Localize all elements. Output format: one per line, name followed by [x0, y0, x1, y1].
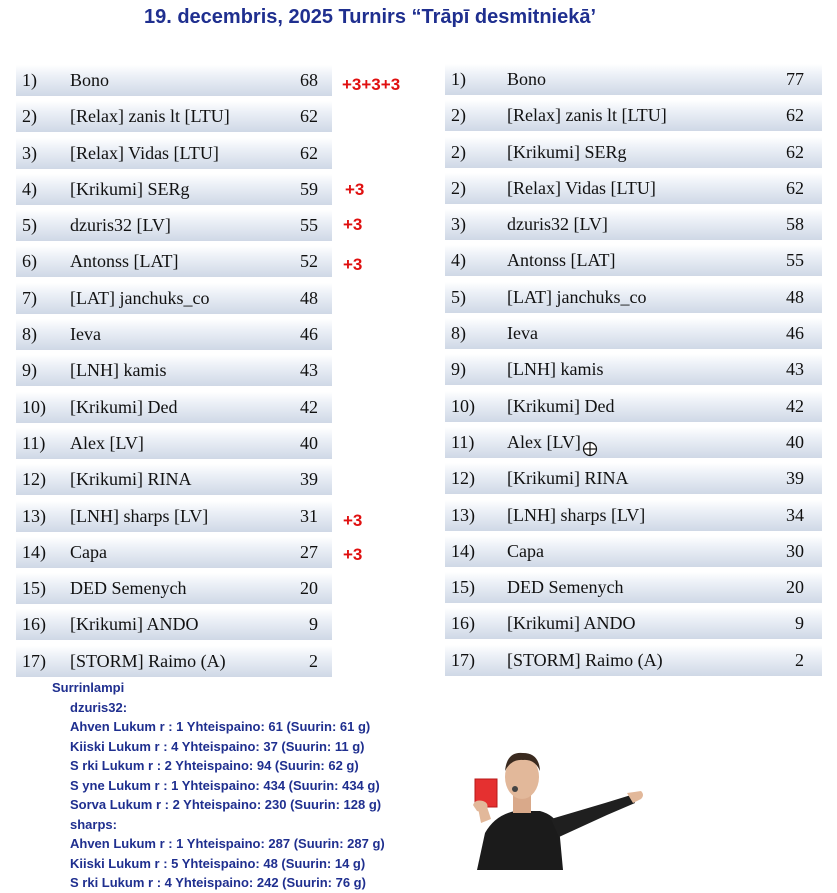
standings-table-before [16, 65, 332, 682]
score-cell: 48 [786, 286, 804, 307]
table-row [445, 608, 822, 639]
referee-red-card-icon [455, 745, 645, 875]
rank-cell: 13) [22, 505, 46, 526]
score-cell: 20 [786, 577, 804, 598]
table-row [16, 246, 332, 277]
rank-cell: 1) [22, 70, 37, 90]
rank-cell: 11) [451, 431, 475, 452]
rank-cell: 17) [451, 649, 475, 670]
move-cursor-icon [582, 441, 598, 462]
rank-cell: 10) [451, 395, 475, 416]
rank-cell: 4) [451, 250, 466, 271]
player-name-cell: Alex [LV] [70, 432, 144, 453]
player-name-cell: [LNH] sharps [LV] [507, 504, 646, 525]
standings-table-after [445, 64, 822, 681]
score-cell: 55 [300, 215, 318, 236]
table-row [16, 464, 332, 495]
table-row [16, 319, 332, 350]
player-name-cell: [Krikumi] Ded [507, 395, 615, 416]
score-cell: 9 [795, 613, 804, 634]
table-row [445, 500, 822, 531]
player-name-cell: [STORM] Raimo (A) [507, 649, 663, 670]
rank-cell: 8) [22, 324, 37, 345]
player-name-cell: [Krikumi] RINA [70, 469, 192, 490]
table-row [16, 609, 332, 640]
table-row [16, 537, 332, 568]
score-cell: 77 [786, 69, 804, 89]
player-name-cell: [Krikumi] RINA [507, 468, 629, 489]
bonus-points-label: +3 [343, 545, 363, 564]
rank-cell: 10) [22, 396, 46, 417]
fish-stats-player: sharps: [70, 816, 117, 832]
fish-stats-line: Sorva Lukum r : 2 Yhteispaino: 230 (Suurin: 128 g) [70, 797, 382, 812]
player-name-cell: [Krikumi] SERg [507, 141, 627, 162]
bonus-points-label: +3 [345, 180, 365, 199]
score-cell: 46 [786, 323, 804, 344]
player-name-cell: Antonss [LAT] [507, 250, 616, 271]
rank-cell: 4) [22, 178, 37, 199]
score-cell: 40 [300, 432, 318, 453]
score-cell: 62 [786, 141, 804, 162]
fish-stats-line: Kiiski Lukum r : 4 Yhteispaino: 37 (Suurin: 11 g) [70, 738, 365, 754]
table-row [445, 645, 822, 676]
player-name-cell: [LNH] sharps [LV] [70, 505, 209, 526]
rank-cell: 14) [22, 541, 46, 562]
player-name-cell: Antonss [LAT] [70, 251, 179, 272]
player-name-cell: [Krikumi] ANDO [507, 613, 636, 634]
table-row [445, 463, 822, 494]
player-name-cell: DED Semenych [70, 578, 187, 599]
table-row [16, 355, 332, 386]
rank-cell: 17) [22, 650, 46, 671]
rank-cell: 2) [451, 141, 466, 162]
table-row [16, 573, 332, 604]
player-name-cell: Capa [70, 541, 107, 562]
table-row [16, 138, 332, 169]
fish-stats-line: Kiiski Lukum r : 5 Yhteispaino: 48 (Suurin: 14 g) [70, 855, 366, 871]
rank-cell: 3) [451, 214, 466, 235]
fish-stats-heading: Surrinlampi [52, 680, 125, 695]
score-cell: 39 [786, 468, 804, 489]
table-row [16, 428, 332, 459]
player-name-cell: Ieva [507, 323, 538, 344]
table-row [16, 174, 332, 205]
table-row [445, 572, 822, 603]
player-name-cell: [LAT] janchuks_co [70, 287, 210, 308]
rank-cell: 6) [22, 251, 37, 272]
rank-cell: 1) [451, 69, 466, 89]
table-row [445, 391, 822, 422]
player-name-cell: dzuris32 [LV] [70, 215, 171, 236]
player-name-cell: [Krikumi] ANDO [70, 614, 199, 635]
fish-stats-line: Ahven Lukum r : 1 Yhteispaino: 61 (Suurin: 61 g) [70, 719, 371, 734]
player-name-cell: DED Semenych [507, 577, 624, 598]
player-name-cell: Alex [LV] [507, 431, 581, 452]
fish-stats-player: dzuris32: [70, 699, 128, 715]
score-cell: 30 [786, 540, 804, 561]
table-row [445, 64, 822, 95]
player-name-cell: [LAT] janchuks_co [507, 286, 647, 307]
table-row [445, 137, 822, 168]
score-cell: 9 [309, 614, 318, 635]
table-row [445, 245, 822, 276]
player-name-cell: Bono [70, 70, 110, 90]
rank-cell: 9) [451, 359, 466, 380]
rank-cell: 12) [451, 468, 475, 489]
score-cell: 42 [300, 396, 318, 417]
score-cell: 48 [300, 287, 318, 308]
bonus-points-label: +3+3+3 [342, 75, 401, 94]
score-cell: 62 [300, 106, 318, 127]
rank-cell: 2) [451, 177, 466, 198]
score-cell: 40 [786, 431, 804, 452]
player-name-cell: [Relax] Vidas [LTU] [507, 177, 656, 198]
fish-stats-line: Ahven Lukum r : 1 Yhteispaino: 287 (Suurin: 287 g) [70, 836, 385, 851]
table-row [16, 501, 332, 532]
score-cell: 43 [786, 359, 804, 380]
score-cell: 31 [300, 505, 318, 526]
table-row [16, 283, 332, 314]
rank-cell: 14) [451, 540, 475, 561]
page-title: 19. decembris, 2025 Turnirs “Trāpī desmitniekā’ [143, 6, 597, 28]
table-row [445, 354, 822, 385]
rank-cell: 11) [22, 432, 46, 453]
rank-cell: 12) [22, 469, 46, 490]
rank-cell: 2) [451, 105, 466, 126]
player-name-cell: Capa [507, 540, 544, 561]
score-cell: 43 [300, 360, 318, 381]
table-row [16, 210, 332, 241]
score-cell: 34 [786, 504, 804, 525]
player-name-cell: [Krikumi] SERg [70, 178, 190, 199]
table-row [445, 318, 822, 349]
fish-stats-line: S yne Lukum r : 1 Yhteispaino: 434 (Suurin: 434 g) [70, 777, 380, 793]
player-name-cell: dzuris32 [LV] [507, 214, 608, 235]
table-row [445, 427, 822, 458]
rank-cell: 7) [22, 287, 37, 308]
table-row [16, 65, 332, 96]
table-row [445, 100, 822, 131]
score-cell: 42 [786, 395, 804, 416]
score-cell: 58 [786, 214, 804, 235]
bonus-points-label: +3 [343, 511, 363, 530]
player-name-cell: [Relax] zanis lt [LTU] [507, 105, 667, 126]
rank-cell: 15) [22, 578, 46, 599]
table-row [445, 282, 822, 313]
fish-stats-line: S rki Lukum r : 2 Yhteispaino: 94 (Suurin: 62 g) [70, 758, 359, 773]
rank-cell: 8) [451, 323, 466, 344]
score-cell: 2 [309, 650, 318, 671]
table-row [16, 646, 332, 677]
score-cell: 39 [300, 469, 318, 490]
table-row [16, 101, 332, 132]
player-name-cell: [Krikumi] Ded [70, 396, 178, 417]
score-cell: 2 [795, 649, 804, 670]
table-row [445, 536, 822, 567]
score-cell: 62 [786, 177, 804, 198]
score-cell: 20 [300, 578, 318, 599]
rank-cell: 13) [451, 504, 475, 525]
rank-cell: 3) [22, 142, 37, 163]
player-name-cell: [LNH] kamis [507, 359, 604, 380]
score-cell: 55 [786, 250, 804, 271]
rank-cell: 16) [22, 614, 46, 635]
score-cell: 59 [300, 178, 318, 199]
score-cell: 62 [786, 105, 804, 126]
score-cell: 27 [300, 541, 318, 562]
score-cell: 62 [300, 142, 318, 163]
player-name-cell: [Relax] zanis lt [LTU] [70, 106, 230, 127]
rank-cell: 2) [22, 106, 37, 127]
player-name-cell: Ieva [70, 324, 101, 345]
player-name-cell: Bono [507, 69, 547, 89]
rank-cell: 5) [22, 215, 37, 236]
rank-cell: 9) [22, 360, 37, 381]
score-cell: 68 [300, 70, 318, 90]
rank-cell: 15) [451, 577, 475, 598]
table-row [16, 392, 332, 423]
bonus-points-label: +3 [343, 255, 363, 274]
rank-cell: 5) [451, 286, 466, 307]
player-name-cell: [LNH] kamis [70, 360, 167, 381]
player-name-cell: [Relax] Vidas [LTU] [70, 142, 219, 163]
bonus-points-label: +3 [343, 215, 363, 234]
player-name-cell: [STORM] Raimo (A) [70, 650, 226, 671]
table-row [445, 209, 822, 240]
table-row [445, 173, 822, 204]
rank-cell: 16) [451, 613, 475, 634]
score-cell: 52 [300, 251, 318, 272]
score-cell: 46 [300, 324, 318, 345]
fish-stats-line: S rki Lukum r : 4 Yhteispaino: 242 (Suurin: 76 g) [70, 875, 366, 890]
fish-statistics [52, 678, 385, 893]
